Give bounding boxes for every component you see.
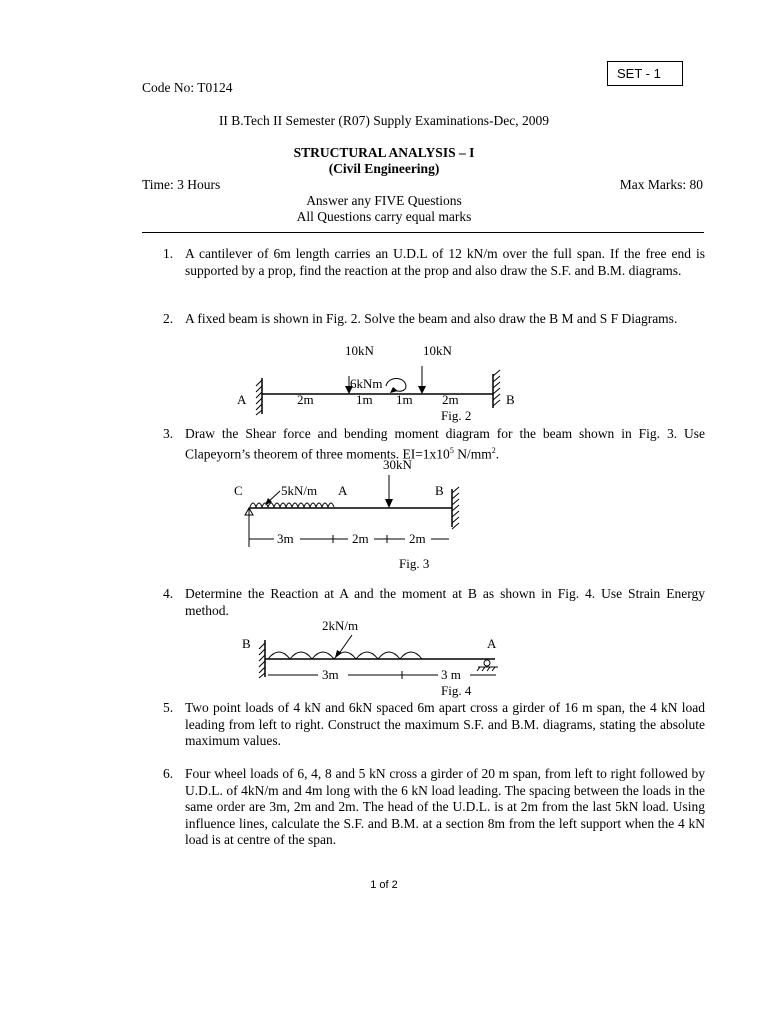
fig4-label-b: B bbox=[242, 636, 251, 651]
question-ei-unit: N/mm bbox=[453, 446, 492, 461]
fig2-dim-4: 2m bbox=[442, 392, 459, 407]
fig2-label-a: A bbox=[237, 392, 247, 407]
question-text: A cantilever of 6m length carries an U.D.L of 12 kN/m over the full span. If the free end is supported by a prop, find the reaction at the prop and also draw the S.F. and B.M. diagrams. bbox=[185, 246, 705, 278]
fig2-dim-1: 2m bbox=[297, 392, 314, 407]
question-text: Four wheel loads of 6, 4, 8 and 5 kN cross a girder of 20 m span, from left to right followed by U.D.L. of 4kN/m and 4m long with the 6 kN load leading. The spacing between the loads in the same order are 3m, 2m and 2m. The head of the U.D.L. is at 2m from the last 5kN load. Using influence lines, calculate the S.F. and B.M. at a section 8m from the left support when the 4 kN load is at centre of the span. bbox=[185, 766, 705, 847]
question-6 bbox=[163, 766, 705, 849]
fig4-support-hatch bbox=[477, 667, 495, 671]
question-text: A fixed beam is shown in Fig. 2. Solve the beam and also draw the B M and S F Diagrams. bbox=[185, 311, 678, 326]
fig4-udl-label: 2kN/m bbox=[322, 618, 359, 633]
fig3-load-arrowhead bbox=[385, 499, 393, 508]
question-text: Draw the Shear force and bending moment diagram for the beam shown in Fig. 3. Use Clapeyorn’s theorem of three moments. bbox=[185, 426, 705, 461]
fig2-moment-arc bbox=[386, 379, 406, 392]
fig3-label-b: B bbox=[435, 483, 444, 498]
instruction-line-2: All Questions carry equal marks bbox=[296, 209, 472, 224]
fig3-label-a: A bbox=[338, 483, 348, 498]
set-label-box: SET - 1 bbox=[607, 61, 683, 86]
max-marks: Max Marks: 80 bbox=[619, 177, 703, 192]
fig2-load2-label: 10kN bbox=[423, 343, 452, 358]
fig4-dim-1: 3m bbox=[322, 667, 339, 682]
question-number: 5. bbox=[163, 700, 174, 715]
fig2-load1-label: 10kN bbox=[345, 343, 374, 358]
fig4-roller bbox=[484, 660, 490, 666]
fig2-load2-arrowhead bbox=[418, 386, 426, 394]
branch-title: (Civil Engineering) bbox=[328, 161, 440, 176]
figure-4 bbox=[0, 615, 768, 700]
fig2-wall-a-hatch bbox=[256, 380, 262, 415]
fig3-dim-2: 2m bbox=[352, 531, 369, 546]
fig3-udl-wave bbox=[250, 503, 334, 507]
fig2-dim-2: 1m bbox=[356, 392, 373, 407]
header-divider bbox=[142, 232, 704, 233]
question-number: 3. bbox=[163, 426, 174, 441]
fig3-label-c: C bbox=[234, 483, 243, 498]
fig2-dim-3: 1m bbox=[396, 392, 413, 407]
question-text: Determine the Reaction at A and the moment at B as shown in Fig. 4. Use Strain Energy method. bbox=[185, 586, 705, 618]
question-ei-unit-exp: 2 bbox=[491, 445, 496, 455]
fig3-dim-1: 3m bbox=[277, 531, 294, 546]
question-ei-prefix: EI=1x10 bbox=[402, 446, 450, 461]
fig4-label-a: A bbox=[487, 636, 497, 651]
question-text: Two point loads of 4 kN and 6kN spaced 6m apart cross a girder of 16 m span, the 4 kN load leading from left to right. Construct the maximum S.F. and B.M. diagrams, stating the absolute maximum values. bbox=[185, 700, 705, 748]
question-1 bbox=[163, 246, 705, 279]
exam-title: II B.Tech II Semester (R07) Supply Examinations-Dec, 2009 bbox=[218, 113, 550, 128]
fig4-wall-b-hatch bbox=[259, 643, 265, 678]
code-number: Code No: T0124 bbox=[142, 80, 233, 95]
fig3-udl-label: 5kN/m bbox=[281, 483, 318, 498]
instruction-line-1: Answer any FIVE Questions bbox=[306, 193, 462, 208]
fig3-wall-b-hatch bbox=[452, 487, 459, 529]
question-ei-end: . bbox=[495, 446, 500, 461]
exam-time: Time: 3 Hours bbox=[142, 177, 221, 192]
subject-title: STRUCTURAL ANALYSIS – I bbox=[293, 145, 475, 160]
fig3-caption: Fig. 3 bbox=[399, 556, 430, 571]
fig2-label-b: B bbox=[506, 392, 515, 407]
fig3-dim-3: 2m bbox=[409, 531, 426, 546]
question-number: 4. bbox=[163, 586, 174, 601]
fig4-udl-wave bbox=[268, 652, 422, 659]
question-number: 2. bbox=[163, 311, 174, 326]
question-2 bbox=[163, 311, 705, 328]
figure-3 bbox=[0, 455, 768, 575]
question-ei-exp: 5 bbox=[449, 445, 454, 455]
fig2-moment-label: 6kNm bbox=[350, 376, 383, 391]
question-5 bbox=[163, 700, 705, 750]
fig2-wall-b-hatch bbox=[493, 370, 500, 406]
page-number: 1 of 2 bbox=[370, 879, 398, 891]
question-number: 6. bbox=[163, 766, 174, 781]
fig3-load-label: 30kN bbox=[383, 457, 412, 472]
question-number: 1. bbox=[163, 246, 174, 261]
fig2-caption: Fig. 2 bbox=[441, 408, 472, 423]
fig4-caption: Fig. 4 bbox=[441, 683, 472, 698]
fig4-dim-2: 3 m bbox=[441, 667, 461, 682]
figure-2 bbox=[0, 340, 768, 425]
